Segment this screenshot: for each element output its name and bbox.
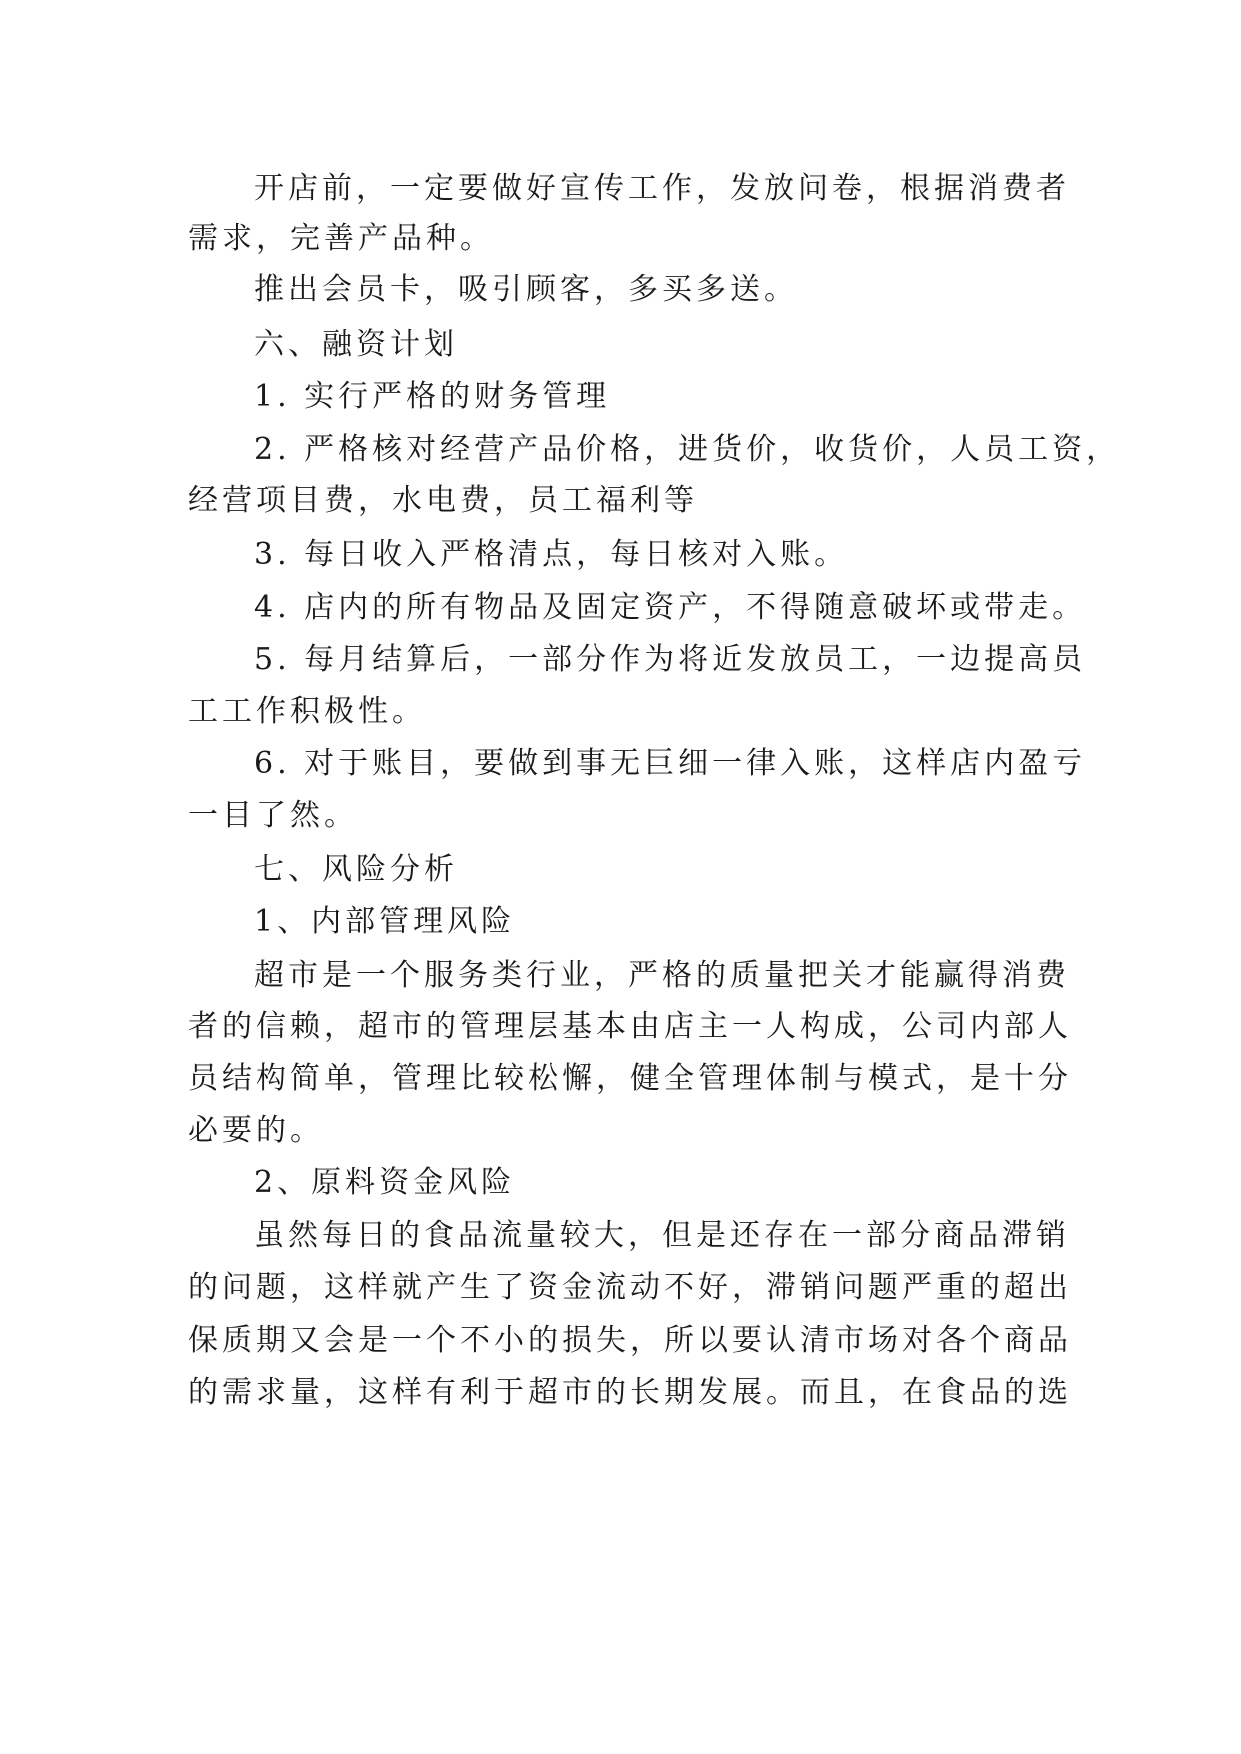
list-item: 6. 对于账目，要做到事无巨细一律入账，这样店内盈亏 (254, 746, 1087, 781)
list-item: 4. 店内的所有物品及固定资产，不得随意破坏或带走。 (254, 590, 1087, 625)
paragraph-line: 开店前，一定要做好宣传工作，发放问卷，根据消费者 (254, 171, 1070, 206)
paragraph-line: 保质期又会是一个不小的损失，所以要认清市场对各个商品 (188, 1323, 1072, 1358)
paragraph-line: 推出会员卡，吸引顾客，多买多送。 (254, 272, 798, 307)
paragraph-line: 虽然每日的食品流量较大，但是还存在一部分商品滞销 (254, 1218, 1070, 1253)
subsection-heading: 2、原料资金风险 (254, 1165, 516, 1200)
list-item-continuation: 工工作积极性。 (188, 694, 426, 729)
paragraph-line: 员结构简单，管理比较松懈，健全管理体制与模式，是十分 (188, 1061, 1072, 1096)
list-item: 1. 实行严格的财务管理 (254, 379, 611, 414)
paragraph-line: 需求，完善产品种。 (188, 221, 494, 256)
subsection-heading: 1、内部管理风险 (254, 904, 516, 939)
section-heading: 七、风险分析 (254, 852, 458, 887)
list-item-continuation: 一目了然。 (188, 798, 358, 833)
list-item: 3. 每日收入严格清点，每日核对入账。 (254, 537, 849, 572)
section-heading: 六、融资计划 (254, 327, 458, 362)
paragraph-line: 的需求量，这样有利于超市的长期发展。而且，在食品的选 (188, 1375, 1072, 1410)
paragraph-line: 的问题，这样就产生了资金流动不好，滞销问题严重的超出 (188, 1270, 1072, 1305)
paragraph-line: 者的信赖，超市的管理层基本由店主一人构成，公司内部人 (188, 1009, 1072, 1044)
list-item-continuation: 经营项目费，水电费，员工福利等 (188, 483, 698, 518)
list-item: 5. 每月结算后，一部分作为将近发放员工，一边提高员 (254, 642, 1087, 677)
paragraph-line: 必要的。 (188, 1113, 324, 1148)
paragraph-line: 超市是一个服务类行业，严格的质量把关才能赢得消费 (254, 958, 1070, 993)
list-item: 2. 严格核对经营产品价格，进货价，收货价，人员工资， (254, 432, 1121, 467)
